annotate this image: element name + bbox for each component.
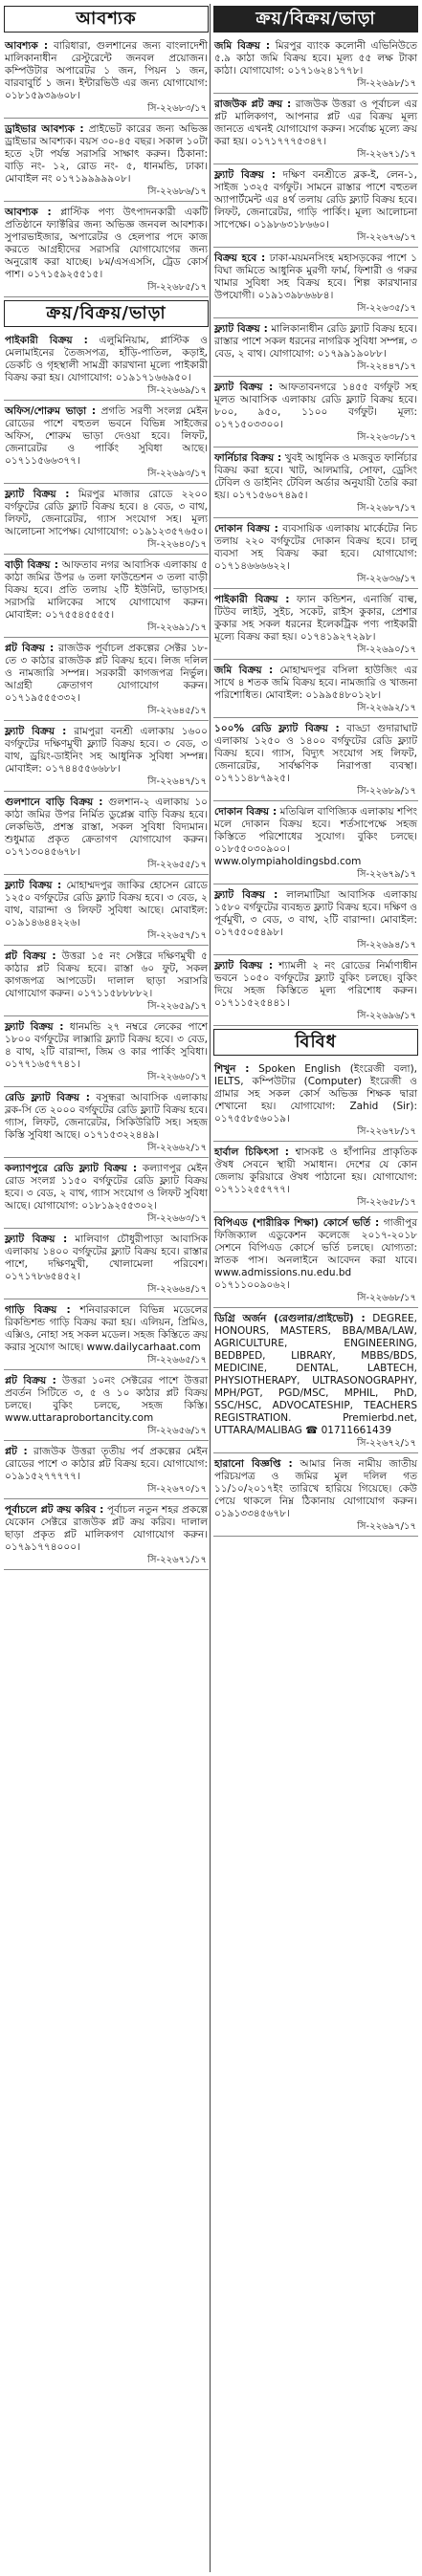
ad-code: সি-২২৬৭৬/১৭: [213, 231, 418, 248]
ad-title: দোকান বিক্রয় :: [214, 806, 278, 818]
ad-code: সি-২২৬৪৫/১৭: [4, 705, 209, 721]
ad-body: পূর্বাচল নতুন শহর প্রকল্পে যেকোন সেক্টরে রাজউক প্লট ক্রয় করিব। দালাল ছাড়া প্রকৃত প্লট মালিকগণ যোগাযোগ করুন। ০১৭৯১৭৭৪০০০।: [5, 1504, 208, 1553]
classified-ad: [213, 321, 418, 377]
ad-code: সি-২২৬৭৮/১৭: [213, 1125, 418, 1142]
buy-sell-ads-list: [4, 333, 209, 1570]
ad-title: হার্বাল চিকিৎসা :: [214, 1146, 289, 1158]
ad-body: ফ্যান কন্ডিশন, এনার্জি বাল্ব, টিউব লাইট, সুইচ, সকেট, রাইস কুকার, প্রেশার কুকার সহ সকল ধরনের ইলেকট্রিক পণ্য পাইকারী মূল্যে বিক্রয় করা হয়। ০১৭৪১৯২৭২৯৮।: [214, 594, 417, 643]
ad-title: ফ্ল্যাট বিক্রয় :: [214, 960, 274, 971]
ad-title: জমি বিক্রয় :: [214, 665, 274, 676]
ad-title: বিক্রয় হবে :: [214, 252, 266, 264]
classified-ad: [213, 887, 418, 955]
required-ads-list: [4, 38, 209, 297]
classified-ad: [4, 487, 209, 555]
ad-code: সি-২২৬৩৮/১৭: [213, 431, 418, 448]
ad-title: বাড়ী বিক্রয় :: [5, 559, 58, 571]
classified-ad: [4, 795, 209, 875]
classified-ad: [4, 1161, 209, 1229]
ad-code: সি-২২৬৬৫/১৭: [4, 1354, 209, 1370]
ad-title: ফ্ল্যাট বিক্রয় :: [214, 323, 268, 335]
ad-code: সি-২২৬৮৫/১৭: [4, 281, 209, 297]
ad-title: ফ্ল্যাট বিক্রয় :: [5, 880, 62, 891]
ad-title: ফার্নিচার বিক্রয় :: [214, 452, 282, 464]
ad-title: দোকান বিক্রয় :: [214, 523, 278, 535]
ad-code: সি-২২৬৮৬/১৭: [4, 186, 209, 202]
ad-body: বসুন্ধরা আবাসিক এলাকায় ব্লক-সি তে ২০০০ বর্গফুটের রেডি ফ্ল্যাট বিক্রয় হবে। গ্যাস, লিফট, জেনারেটর, সিকিউরিটি সহ। সহজ কিস্তি সুবিধা আছে। ০১৭১৫৩২২৪৪৯।: [5, 1092, 208, 1141]
ad-code: সি-২২৬৯১/১৭: [4, 622, 209, 638]
ad-code: সি-২২৬৬৩/১৭: [4, 1212, 209, 1229]
classified-ad: [4, 1502, 209, 1570]
classified-ad: [213, 251, 418, 318]
ad-body: শনিবারকালে বিভিন্ন মডেলের রিকন্ডিশন্ড গাড়ি বিক্রয় করা হয়। এলিয়ন, প্রিমিও, এক্সিও, নোহা সহ সকল মডেল। সহজ কিস্তিতে ক্রয় করার সুযোগ আছে। www.dailycarhaat.com: [5, 1304, 209, 1353]
ad-body: আমার নিজ নামীয় জাতীয় পরিচয়পত্র ও জমির মূল দলিল গত ১১/১০/২০১৭ইং তারিখে হারিয়ে গিয়েছে। কেউ পেয়ে থাকলে নিম্ন ঠিকানায় যোগাযোগ করুন। ০১৯১৩৩৪৫৬৭৮।: [214, 1458, 417, 1519]
ad-code: সি-২২৬৬২/১৭: [4, 1142, 209, 1158]
ad-title: গাড়ি বিক্রয় :: [5, 1304, 71, 1316]
ad-body: দক্ষিণ বনশ্রীতে ব্লক-ই, লেন-১, সাইজ ১৩২৫ বর্গফুট। সামনে রাস্তার পাশে বহুতল অ্যাপার্টমেন্ট এর ৪র্থ তলায় রেডি ফ্ল্যাট বিক্রয় হবে। লিফট, জেনারেটর, গাড়ি পার্কিং। মূল্য আলোচনা সাপেক্ষে। ০১৯৮৬৩১৮৬৬০।: [214, 169, 418, 230]
ad-body: শ্যামলী ২ নং রোডের নির্মাণাধীন ভবনে ১০৫০ বর্গফুটের ফ্ল্যাট বুকিং চলছে। বুকিং দিয়ে সহজ কিস্তিতে মূল্য পরিশোধ করুন। ০১৭১১৫২৫৪৪১।: [214, 960, 417, 1009]
classified-ad: [4, 38, 209, 119]
ad-code: সি-২২৬৯৩/১৭: [4, 468, 209, 484]
ad-code: সি-২২৬৫৫/১৭: [4, 859, 209, 875]
ad-body: লালমাটিয়া আবাসিক এলাকায় ১৫৮০ বর্গফুটের ব্যবহৃত ফ্ল্যাট বিক্রয় হবে। দক্ষিণ ও পূর্বমুখী, ৩ বেড, ৩ বাথ, ২টি বারান্দা। মোবাইল: ০১৭৫৫০৫৪৯৮।: [214, 889, 417, 938]
ad-code: সি-২২৬৮৭/১৭: [213, 502, 418, 518]
ad-title: ফ্ল্যাট বিক্রয় :: [5, 1233, 68, 1245]
classified-ad: [4, 1090, 209, 1158]
ad-code: সি-২২৬৯০/১৭: [213, 644, 418, 660]
ad-body: প্রাইভেট কারের জন্য অভিজ্ঞ ড্রাইভার আবশ্যক। বয়স ৩০-৪৫ বছর। সকাল ১০টা হতে ২টা পর্যন্ত সরাসরি সাক্ষাৎ করুন। ঠিকানা: বাড়ি নং- ১২, রোড নং- ৫, ধানমন্ডি, ঢাকা। মোবাইল নং ০১৭১৯৯৯৯৯০৮।: [5, 123, 208, 185]
classified-ad: [4, 949, 209, 1016]
ad-title: ফ্ল্যাট বিক্রয় :: [214, 889, 278, 901]
ad-code: সি-২২৪৪৭/১৭: [213, 360, 418, 377]
classified-ad: [4, 557, 209, 638]
ad-body: মোহাম্মদপুর জাকির হোসেন রোডে ১২৫০ বর্গফুটের রেডি ফ্ল্যাট বিক্রয় হবে। ৩ বেড, ২ বাথ, বারান্দা ও লিফট সুবিধা আছে। মোবাইল: ০১৯১৪৬৪৪২২৬।: [5, 880, 209, 928]
misc-ads-list: [213, 1061, 418, 1537]
ad-code: সি-২২৬৯৬/১৭: [213, 1010, 418, 1026]
ad-body: এলুমিনিয়াম, প্লাস্টিক ও মেলামাইনের তৈজসপত্র, হাঁড়ি-পাতিল, কড়াই, ডেকচি ও গৃহস্থালী সামগ্রী কারখানা মূল্যে পাইকারী বিক্রয় করা হয়। যোগাযোগ: ০১৯১৭১৬৬৯৫০।: [5, 335, 208, 383]
ad-body: ব্যবসায়িক এলাকায় মার্কেটের নিচ তলায় ২২০ বর্গফুটের দোকান বিক্রয় হবে। চালু ব্যবসা সহ বিক্রয় করা হবে। যোগাযোগ: ০১৭১৪৬৬৬৬২২।: [214, 523, 417, 572]
ad-body: আফতাবনগরে ১৪৫৫ বর্গফুট সহ মূলত আবাসিক এলাকায় রেডি ফ্ল্যাট বিক্রয় হবে। ৮০০, ৯৫০, ১১০০ বর্গফুট। মূল্য: ০১৭১৫০৩৩০০।: [214, 382, 418, 430]
classified-ad: [213, 804, 418, 884]
classified-ad: [4, 205, 209, 297]
ad-code: সি-২২৬৪৭/১৭: [4, 775, 209, 792]
ad-title: জমি বিক্রয় :: [214, 40, 271, 52]
ad-title: আবশ্যক :: [5, 207, 52, 218]
ad-title: আবশ্যক :: [5, 40, 49, 52]
ad-body: গাজীপুর ফিজিক্যাল এডুকেশন কলেজে ২০১৭-২০১৮ সেশনে বিপিএড কোর্সে ভর্তি চলছে। যোগ্যতা: স্নাতক পাস। অনলাইনে আবেদন করা যাবে। www.admissions.nu.edu.bd ০১৭১১০০৯০৬২।: [214, 1217, 417, 1291]
left-column: [4, 4, 209, 1573]
ad-title: প্লট বিক্রয় :: [5, 643, 55, 654]
ad-body: DEGREE, HONOURS, MASTERS, BBA/MBA/LAW, AGRICULTURE, ENGINEERING, BEDBPED, LIBRARY, MBBS/BDS, MEDICINE, DENTAL, LABTECH, PHYSIOTHERAPY, ULTRASONOGRAPHY, MPH/PGT, PGD/MSC, MPHIL, PhD, SSC/HSC, ADVOCATESHIP, TEACHERS REGISTRATION. Premierbd.net, UTTARA/MALIBAG ☎ 01711661439: [214, 1313, 417, 1436]
classified-ad: [213, 1215, 418, 1308]
ad-code: সি-২২৬৯৭/১৭: [213, 1520, 418, 1537]
ad-code: সি-২২৬৫৮/১৭: [213, 1196, 418, 1212]
ad-code: সি-২২৬৫৭/১৭: [4, 929, 209, 946]
ad-title: অফিস/শোরুম ভাড়া :: [5, 405, 97, 417]
ad-title: প্লট :: [5, 1446, 28, 1457]
ad-body: মোহাম্মদপুর বসিলা হাউজিং এর সাথে ৪ শতক জমি বিক্রয় হবে। নামজারি ও খাজনা পরিশোধিত। মোবাইল: ০১৯৯৫৪৮০১২৮।: [214, 665, 417, 701]
classified-ad: [4, 404, 209, 484]
classified-ad: [213, 450, 418, 518]
ad-body: রাজউক উত্তরা তৃতীয় পর্ব প্রকল্পের মেইন রোডের পাশে ৩ কাঠার প্লট বিক্রয় হবে। যোগাযোগ: ০১৯১৫২৭৭৭৭৭।: [5, 1446, 208, 1482]
ad-body: ধানমন্ডি ২৭ নম্বরে লেকের পাশে ১৮০০ বর্গফুটের লাক্সারি ফ্ল্যাট বিক্রয় হবে। ৩ বেড, ৪ বাথ, ২টি বারান্দা, জিম ও কার পার্কিং সুবিধা। ০১৭৭১৬৫৭৭৪১।: [5, 1021, 208, 1070]
ad-body: রাজউক পূর্বাচল প্রকল্পের সেক্টর ১৮-তে ৩ কাঠার রাজউক প্লট বিক্রয় হবে। লিজ দলিল ও নামজারি সম্পন্ন। সরকারী কাগজপত্র নির্ভুল। আগ্রহী ক্রেতাগণ যোগাযোগ করুন। ০১৭১৯৫৫৫৩৩২।: [5, 643, 209, 704]
classified-ad: [213, 1311, 418, 1453]
classified-ad: [213, 1456, 418, 1537]
classified-ad: [4, 878, 209, 946]
ad-body: আফতাব নগর আবাসিক এলাকায় ৫ কাঠা জমির উপর ৬ তলা ফাউন্ডেশন ৩ তলা বাড়ী বিক্রয় হবে। প্রতি তলায় ২টি ইউনিট, ভাড়াসহ। সরাসরি মালিকের সাথে যোগাযোগ করুন। মোবাইল: ০১৭৫৫৪৫৫৫৫।: [5, 559, 208, 621]
ad-code: সি-২২৬৭২/১৭: [213, 1437, 418, 1453]
ad-code: সি-২২৬৬৮/১৭: [213, 1292, 418, 1308]
classified-ad: [213, 1145, 418, 1212]
column-divider: [210, 4, 211, 2572]
ad-title: রাজউক প্লট ক্রয় :: [214, 98, 292, 110]
ad-title: রেডি ফ্ল্যাট বিক্রয় :: [5, 1092, 91, 1103]
ad-body: প্রগতি সরণী সংলগ্ন মেইন রোডের পাশে বহুতল ভবনে বিভিন্ন সাইজের অফিস, শোরুম ভাড়া দেওয়া হবে। লিফট, জেনারেটর ও পার্কিং সুবিধা আছে। ০১৭১১৫৬৬৩৭৭।: [5, 405, 208, 467]
classified-ad: [213, 167, 418, 248]
classified-ad: [213, 1061, 418, 1142]
ad-body: উত্তরা ১০নং সেক্টরের পাশে উত্তরা প্রবর্তন সিটিতে ৩, ৫ ও ১০ কাঠার প্লট বিক্রয় চলছে। বুকিং চলছে, সহজ কিস্তি। www.uttaraprobortancity.com: [5, 1375, 209, 1424]
ad-title: ফ্ল্যাট বিক্রয় :: [5, 1021, 64, 1033]
ad-code: সি-২২৬৮৯/১৭: [213, 785, 418, 801]
classified-ad: [213, 663, 418, 718]
classified-ad: [213, 958, 418, 1026]
ad-title: ডিগ্রি অর্জন (রেগুলার/প্রাইভেট) :: [214, 1313, 366, 1324]
classified-ad: [4, 1373, 209, 1441]
ad-code: সি-২২৬৬৯/১৭: [4, 384, 209, 401]
ad-body: খুবই আধুনিক ও মজবুত ফার্নিচার বিক্রয় করা হবে। খাট, আলমারি, সোফা, ড্রেসিং টেবিল ও ডাইনিং টেবিল অর্ডার অনুযায়ী তৈরি করা হয়। ০১৭১৫৬০৭৪৯৫।: [214, 452, 417, 501]
ad-body: প্লাস্টিক পণ্য উৎপাদনকারী একটি প্রতিষ্ঠানে ফ্যাক্টরির জন্য অভিজ্ঞ জনবল আবশ্যক। সুপারভাইজার, অপারেটর ও হেলপার পদে কাজ করতে আগ্রহীদের সরাসরি যোগাযোগের জন্য অনুরোধ করা যাচ্ছে। ৮ম/এসএসসি, ট্রেড কোর্স পাশ। ০১৭১৫৯২৫৫১৫।: [5, 207, 208, 280]
ad-body: উত্তরা ১৫ নং সেক্টরে দক্ষিণমুখী ৫ কাঠার প্লট বিক্রয় হবে। রাস্তা ৬০ ফুট, সকল কাগজপত্র আপডেট। দালাল ছাড়া সরাসরি যোগাযোগ করুন। ০১৭১১৫৮৮৮৮২।: [5, 950, 208, 999]
ad-code: সি-২২৬৪০/১৭: [4, 538, 209, 555]
ad-body: বাড্ডা গুদারাঘাট এলাকায় ১২৫০ ও ১৪০০ বর্গফুটের রেডি ফ্ল্যাট বিক্রয় হবে। গ্যাস, বিদ্যুৎ সংযোগ সহ লিফট, জেনারেটর, সার্বক্ষণিক নিরাপত্তা ব্যবস্থা। ০১৭১১৪৮৭৯২৫।: [214, 723, 417, 784]
ad-title: পাইকারী বিক্রয় :: [214, 594, 290, 605]
ad-body: বারিধারা, গুলশানের জন্য বাংলাদেশী মালিকানাধীন রেস্টুরেন্টে জনবল প্রয়োজন। কম্পিউটার অপারেটর ১ জন, পিয়ন ১ জন, বারবাবুর্চি ১ জন। ইন্টারভিউ এর জন্য যোগাযোগ: ০১৮১৫৯৩৯৬০৮।: [5, 40, 208, 101]
ad-code: সি-২২৬৭১/১৭: [4, 1554, 209, 1570]
ad-title: ফ্ল্যাট বিক্রয় :: [5, 489, 70, 500]
ad-title: গুলশানে বাড়ি বিক্রয় :: [5, 797, 103, 808]
ad-body: কল্যাণপুর মেইন রোড সংলগ্ন ১১৫০ বর্গফুটের রেডি ফ্ল্যাট বিক্রয় হবে। ৩ বেড, ২ বাথ, গ্যাস সংযোগ ও লিফট সুবিধা আছে। যোগাযোগ: ০১৮১৯২৫৫৩০২।: [5, 1163, 209, 1212]
classified-ad: [213, 592, 418, 660]
ad-body: শ্বাসকষ্ট ও হাঁপানির প্রাকৃতিক ঔষধ সেবনে স্থায়ী সমাধান। দেশের যে কোন জেলায় কুরিয়ারে ঔষধ পাঠানো হয়। যোগাযোগ: ০১৭১১২৫৫৭৭৭।: [214, 1146, 417, 1195]
ad-title: প্লট বিক্রয় :: [5, 950, 56, 962]
classified-ad: [213, 521, 418, 589]
ad-code: সি-২২৬৭১/১৭: [213, 148, 418, 164]
ad-code: সি-২২৬৩৫/১৭: [213, 302, 418, 318]
classified-ad: [4, 1019, 209, 1087]
ad-body: মিরপুর মাজার রোডে ২২০০ বর্গফুটের রেডি ফ্ল্যাট বিক্রয় হবে। ৪ বেড, ৩ বাথ, লিফট, জেনারেটর, গ্যাস সংযোগ সহ। মূল্য আলোচনা সাপেক্ষ। যোগাযোগ: ০১৯১২৩৫৭৬৫০।: [5, 489, 208, 537]
ad-title: ফ্ল্যাট বিক্রয় :: [214, 169, 277, 181]
ad-code: সি-২২৬৭০/১৭: [4, 1483, 209, 1499]
ad-title: ফ্ল্যাট বিক্রয় :: [214, 382, 274, 393]
buy-sell-ads-list-right: [213, 38, 418, 1026]
ad-title: হারানো বিজ্ঞপ্তি :: [214, 1458, 293, 1470]
ad-body: গুলশান-২ এলাকায় ১০ কাঠা জমির উপর নির্মিত ডুপ্লেক্স বাড়ি বিক্রয় হবে। লেকভিউ, প্রশস্ত রাস্তা, সকল সুবিধা বিদ্যমান। শুধুমাত্র প্রকৃত ক্রেতাগণ যোগাযোগ করুন। ০১৭১৩০৪৫৬৭৮।: [5, 797, 208, 858]
ad-body: ঢাকা-ময়মনসিংহ মহাসড়কের পাশে ১ বিঘা জমিতে আধুনিক মুরগী ফার্ম, ফিশারী ও গরুর খামার সুবিধা সহ বিক্রয় হবে। শিল্প কারখানার উপযোগী। ০১৯১৩৯৮৬৬৮৪।: [214, 252, 417, 301]
ad-body: মতিঝিল বাণিজ্যিক এলাকায় শপিং মলে দোকান বিক্রয় হবে। শর্তসাপেক্ষে সহজ কিস্তিতে পরিশোধের সুযোগ। বুকিং চলছে। ০১৮৫৫০৩০৯০০। www.olympiaholdingsbd.com: [214, 806, 417, 867]
classified-ad: [4, 641, 209, 721]
ad-title: শিখুন :: [214, 1063, 250, 1075]
ad-body: Spoken English (ইংরেজী বলা), IELTS, কম্পিউটার (Computer) ইংরেজী ও গ্রামার সহ সকল কোর্স অভিজ্ঞ শিক্ষক দ্বারা শেখানো হয়। যোগাযোগ: Zahid (Sir): ০১৭৫৫৮৫৬০১৯।: [214, 1063, 418, 1124]
section-header-buy-sell-rent-right: ক্রয়/বিক্রয়/ভাড়া: [213, 6, 418, 33]
ad-body: মালিবাগ চৌধুরীপাড়া আবাসিক এলাকায় ১৪০০ বর্গফুটের ফ্ল্যাট বিক্রয় হবে। রাস্তার পাশে, দক্ষিণমুখী, খোলামেলা পরিবেশ। ০১৭১৭৮৬৫৪৫২।: [5, 1233, 208, 1282]
classified-ad: [4, 121, 209, 202]
ad-title: ড্রাইভার আবশ্যক :: [5, 123, 84, 135]
classified-ad: [4, 724, 209, 792]
ad-title: বিপিএড (শারীরিক শিক্ষা) কোর্সে ভর্তি :: [214, 1217, 380, 1229]
ad-title: ১০০% রেডি ফ্ল্যাট বিক্রয় :: [214, 723, 340, 734]
ad-title: পাইকারী বিক্রয় :: [5, 335, 88, 346]
ad-code: সি-২২৬৬৪/১৭: [4, 1283, 209, 1299]
ad-code: সি-২২৬৫৯/১৭: [4, 1000, 209, 1016]
ad-code: সি-২২৬৯৪/১৭: [213, 939, 418, 955]
classified-ad: [213, 721, 418, 801]
ad-body: রাজউক উত্তরা ও পূর্বাচল এর প্লট মালিকগণ, আপনার প্লট এর বিক্রয় মূল্য জানতে এখনই যোগাযোগ করুন। সর্বোচ্চ মূল্যে ক্রয় করা হয়। ০১৭১৭৭৭৫৩৪৭।: [214, 98, 417, 147]
classified-ad: [213, 380, 418, 448]
ad-title: কল্যাণপুরে রেডি ফ্ল্যাট বিক্রয় :: [5, 1163, 138, 1174]
ad-title: ফ্ল্যাট বিক্রয় :: [5, 726, 67, 737]
right-column: [213, 4, 418, 1539]
classified-ad: [213, 97, 418, 164]
classified-ad: [213, 38, 418, 94]
section-header-buy-sell-rent: ক্রয়/বিক্রয়/ভাড়া: [4, 300, 209, 327]
ad-code: সি-২২৬৫৬/১৭: [4, 1425, 209, 1441]
ad-code: সি-২২৬৮৩/১৭: [4, 102, 209, 119]
classified-ad: [4, 1232, 209, 1299]
ad-title: প্লট বিক্রয় :: [5, 1375, 56, 1386]
ad-body: রামপুরা বনশ্রী এলাকায় ১৬০০ বর্গফুটের দক্ষিণমুখী ফ্ল্যাট বিক্রয় হবে। ৩ বেড, ৩ বাথ, ড্রয়িং-ডাইনিং সহ আধুনিক সুবিধা সম্পন্ন। মোবাইল: ০১৭৪৪৫৫৬৬৮৮।: [5, 726, 208, 775]
ad-title: পূর্বাচলে প্লট ক্রয় করিব :: [5, 1504, 104, 1516]
ad-code: সি-২২৬৭৯/১৭: [213, 868, 418, 884]
ad-code: সি-২২৬৩৬/১৭: [213, 573, 418, 589]
ad-body: মিরপুর ব্যাংক কলোনী এভিনিউতে ৫.৯ কাঠা জমি বিক্রয় হবে। মূল্য ৫৫ লক্ষ টাকা কাঠা। যোগাযোগ: ০১৭১৬২৪১৭৭৮।: [214, 40, 417, 76]
ad-body: মালিকানাধীন রেডি ফ্ল্যাট বিক্রয় হবে। রাস্তার পাশে সকল ধরনের নাগরিক সুবিধা সম্পন্ন, ৩ বেড, ২ বাথ। যোগাযোগ: ০১৭৯৯১৯০৮৮।: [214, 323, 417, 360]
ad-code: সি-২২৬৯২/১৭: [213, 702, 418, 718]
classified-ad: [4, 1444, 209, 1499]
classified-ad: [4, 333, 209, 401]
section-header-required: আবশ্যক: [4, 6, 209, 33]
ad-code: সি-২২৬৯৮/১৭: [213, 77, 418, 94]
ad-code: সি-২২৬৬০/১৭: [4, 1071, 209, 1087]
classified-ad: [4, 1302, 209, 1370]
section-header-misc: বিবিধ: [213, 1029, 418, 1056]
